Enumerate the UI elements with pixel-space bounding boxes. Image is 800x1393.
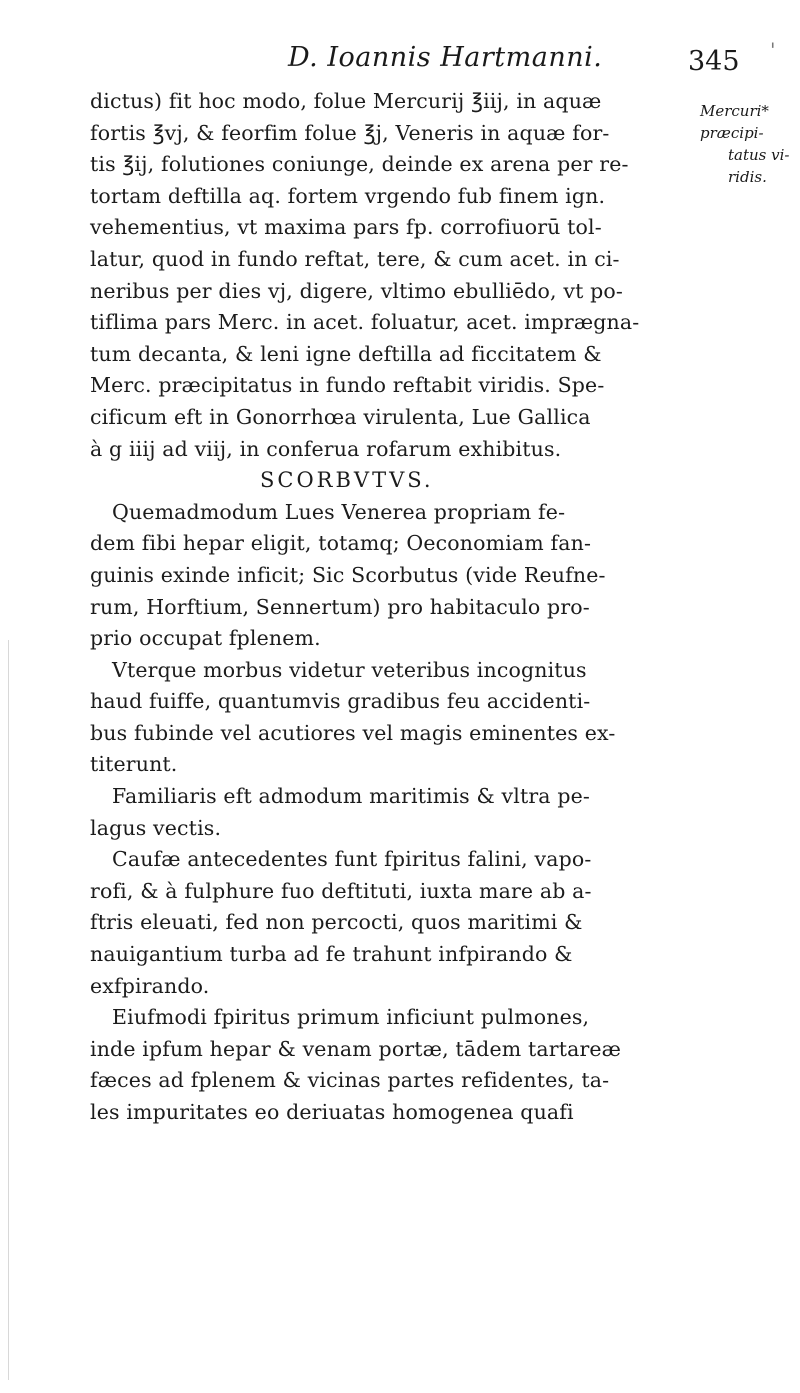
page-edge-shadow: [8, 640, 9, 1380]
text-line: exfpirando.: [90, 973, 210, 998]
text-line: haud fuiffe, quantumvis gradibus feu accidenti-: [90, 689, 591, 714]
text-line: bus fubinde vel acutiores vel magis eminentes ex-: [90, 720, 616, 745]
text-line: rofi, & à fulphure fuo deftituti, iuxta mare ab a-: [90, 878, 592, 903]
page-number: 345: [688, 46, 740, 77]
text-line: inde ipfum hepar & venam portæ, tādem tartareæ: [90, 1036, 622, 1061]
text-line: les impuritates eo deriuatas homogenea quafi: [90, 1100, 574, 1124]
marginal-note-line: tatus vi-: [728, 146, 790, 164]
text-line: cificum eft in Gonorrhœa virulenta, Lue Gallica: [90, 404, 591, 429]
text-line: titerunt.: [90, 752, 178, 777]
text-line: Familiaris eft admodum maritimis & vltra pe-: [112, 784, 590, 809]
text-line: à g iiij ad viij, in conferua rofarum exhibitus.: [90, 436, 562, 461]
text-line: vehementius, vt maxima pars fp. corrofiuorū tol-: [90, 215, 602, 240]
text-line: guinis exinde inficit; Sic Scorbutus (vide Reufne-: [90, 562, 606, 587]
text-line: rum, Horftium, Sennertum) pro habitaculo pro-: [90, 594, 590, 619]
text-line: Caufæ antecedentes funt fpiritus falini, vapo-: [112, 847, 592, 872]
marginal-note-line: ridis.: [728, 168, 767, 186]
marginal-note: [700, 100, 800, 188]
text-line: Vterque morbus videtur veteribus incognitus: [112, 657, 587, 682]
text-line: nauigantium turba ad fe trahunt infpirando &: [90, 942, 573, 967]
page-header: [0, 38, 800, 88]
text-line: tum decanta, & leni igne deftilla ad ficcitatem &: [90, 341, 602, 366]
text-line: neribus per dies vj, digere, vltimo ebulliēdo, vt po-: [90, 278, 624, 303]
text-line: Eiufmodi fpiritus primum inficiunt pulmones,: [112, 1005, 590, 1030]
text-line: fæces ad fplenem & vicinas partes refidentes, ta-: [90, 1068, 610, 1093]
text-line: dem fibi hepar eligit, totamq; Oeconomiam fan-: [90, 531, 592, 556]
text-line: ftris eleuati, fed non percocti, quos maritimi &: [90, 910, 583, 935]
text-line: latur, quod in fundo reftat, tere, & cum acet. in ci-: [90, 246, 620, 271]
text-line: dictus) fit hoc modo, folue Mercurij ℥iij, in aquæ: [90, 89, 602, 113]
text-line: prio occupat fplenem.: [90, 626, 321, 651]
text-line: fortis ℥vj, & feorfim folue ℥j, Veneris in aquæ for-: [90, 120, 610, 145]
section-heading: SCORBVTVS.: [260, 468, 434, 493]
text-line: tiflima pars Merc. in acet. foluatur, acet. imprægna-: [90, 310, 640, 335]
marginal-note-line: præcipi-: [700, 124, 764, 142]
print-mark: ': [770, 38, 776, 62]
main-text-block: [90, 86, 710, 1129]
marginal-note-line: Mercuri*: [700, 102, 769, 120]
text-line: lagus vectis.: [90, 815, 222, 840]
text-line: tortam deftilla aq. fortem vrgendo fub finem ign.: [90, 183, 606, 208]
running-title: D. Ioannis Hartmanni.: [288, 42, 603, 73]
text-line: Quemadmodum Lues Venerea propriam fe-: [112, 499, 566, 524]
text-line: tis ℥ij, folutiones coniunge, deinde ex arena per re-: [90, 152, 629, 177]
text-line: Merc. præcipitatus in fundo reftabit viridis. Spe-: [90, 373, 605, 398]
